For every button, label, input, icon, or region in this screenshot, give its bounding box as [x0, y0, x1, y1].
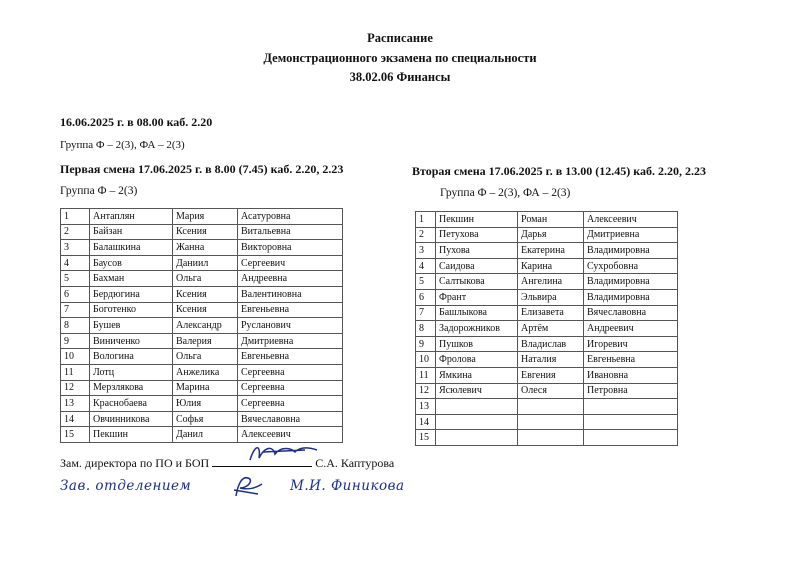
surname-cell: Саидова	[436, 258, 518, 274]
surname-cell: Краснобаева	[90, 396, 173, 412]
patronymic-cell: Евгеньевна	[238, 349, 343, 365]
table-row	[61, 224, 343, 240]
first-name-cell	[518, 430, 584, 446]
handwritten-name: М.И. Финикова	[290, 478, 405, 494]
row-number: 7	[61, 302, 90, 318]
row-number: 15	[61, 427, 90, 443]
patronymic-cell: Дмитриевна	[238, 333, 343, 349]
shift2-group: Группа Ф – 2(3), ФА – 2(3)	[440, 187, 571, 199]
patronymic-cell: Евгеньевна	[238, 302, 343, 318]
patronymic-cell: Сухробовна	[584, 258, 678, 274]
row-number: 14	[61, 411, 90, 427]
patronymic-cell	[584, 399, 678, 415]
surname-cell: Фролова	[436, 352, 518, 368]
surname-cell: Пушков	[436, 336, 518, 352]
first-name-cell: Эльвира	[518, 289, 584, 305]
table-row	[416, 399, 678, 415]
surname-cell: Франт	[436, 289, 518, 305]
first-name-cell: Жанна	[173, 240, 238, 256]
shift1-table	[60, 208, 343, 443]
first-name-cell: Евгения	[518, 367, 584, 383]
surname-cell: Башлыкова	[436, 305, 518, 321]
first-name-cell: Анжелика	[173, 364, 238, 380]
patronymic-cell: Андреевич	[584, 321, 678, 337]
patronymic-cell: Дмитриевна	[584, 227, 678, 243]
row-number: 10	[416, 352, 436, 368]
table-row	[61, 396, 343, 412]
table-row	[416, 289, 678, 305]
patronymic-cell: Викторовна	[238, 240, 343, 256]
table-row	[416, 321, 678, 337]
surname-cell: Бахман	[90, 271, 173, 287]
table-row	[416, 383, 678, 399]
row-number: 9	[61, 333, 90, 349]
first-session-groups: Группа Ф – 2(3), ФА – 2(3)	[60, 139, 185, 151]
patronymic-cell: Алексеевич	[238, 427, 343, 443]
patronymic-cell: Андреевна	[238, 271, 343, 287]
first-name-cell	[518, 399, 584, 415]
row-number: 12	[61, 380, 90, 396]
patronymic-cell	[584, 414, 678, 430]
patronymic-cell: Вячеславовна	[584, 305, 678, 321]
surname-cell: Антаплян	[90, 209, 173, 225]
handwritten-position: Зав. отделением	[60, 478, 192, 494]
first-name-cell: Софья	[173, 411, 238, 427]
shift2-table	[415, 211, 678, 446]
table-row	[416, 212, 678, 228]
first-name-cell: Данил	[173, 427, 238, 443]
table-row	[61, 255, 343, 271]
patronymic-cell: Алексеевич	[584, 212, 678, 228]
surname-cell: Лотц	[90, 364, 173, 380]
table-row	[416, 274, 678, 290]
shift1-group: Группа Ф – 2(3)	[60, 185, 138, 197]
surname-cell: Балашкина	[90, 240, 173, 256]
first-name-cell: Ксения	[173, 286, 238, 302]
signature-line	[212, 466, 312, 467]
table-row	[416, 305, 678, 321]
table-row	[416, 430, 678, 446]
first-name-cell: Владислав	[518, 336, 584, 352]
signer-name: С.А. Каптурова	[315, 456, 395, 470]
first-name-cell: Дарья	[518, 227, 584, 243]
doc-title-line2: Демонстрационного экзамена по специальности	[263, 51, 537, 65]
row-number: 1	[61, 209, 90, 225]
surname-cell: Ясюлевич	[436, 383, 518, 399]
row-number: 13	[61, 396, 90, 412]
table-row	[61, 333, 343, 349]
table-row	[61, 318, 343, 334]
table-row	[61, 271, 343, 287]
signature-position	[60, 456, 394, 471]
row-number: 10	[61, 349, 90, 365]
patronymic-cell: Владимировна	[584, 243, 678, 259]
surname-cell	[436, 399, 518, 415]
patronymic-cell: Витальевна	[238, 224, 343, 240]
table-row	[61, 380, 343, 396]
row-number: 7	[416, 305, 436, 321]
patronymic-cell: Владимировна	[584, 289, 678, 305]
first-name-cell: Ольга	[173, 271, 238, 287]
surname-cell: Пекшин	[90, 427, 173, 443]
row-number: 4	[416, 258, 436, 274]
first-name-cell: Даниил	[173, 255, 238, 271]
table-row	[416, 352, 678, 368]
patronymic-cell: Русланович	[238, 318, 343, 334]
patronymic-cell: Владимировна	[584, 274, 678, 290]
shift2-heading: Вторая смена 17.06.2025 г. в 13.00 (12.45) каб. 2.20, 2.23	[412, 164, 706, 178]
table-row	[61, 209, 343, 225]
first-name-cell: Роман	[518, 212, 584, 228]
first-name-cell: Елизавета	[518, 305, 584, 321]
surname-cell: Вологина	[90, 349, 173, 365]
doc-title-line3: 38.02.06 Финансы	[349, 70, 451, 84]
patronymic-cell: Сергеевич	[238, 255, 343, 271]
table-row	[416, 258, 678, 274]
surname-cell: Салтыкова	[436, 274, 518, 290]
row-number: 6	[61, 286, 90, 302]
doc-title-line1: Расписание	[367, 31, 433, 45]
signature-scribble-1	[245, 440, 325, 466]
table-row	[61, 364, 343, 380]
row-number: 11	[61, 364, 90, 380]
patronymic-cell: Игоревич	[584, 336, 678, 352]
first-name-cell: Ангелина	[518, 274, 584, 290]
first-name-cell: Екатерина	[518, 243, 584, 259]
patronymic-cell: Евгеньевна	[584, 352, 678, 368]
row-number: 11	[416, 367, 436, 383]
surname-cell	[436, 430, 518, 446]
row-number: 14	[416, 414, 436, 430]
table-row	[416, 336, 678, 352]
row-number: 2	[416, 227, 436, 243]
table-row	[61, 240, 343, 256]
row-number: 6	[416, 289, 436, 305]
row-number: 3	[416, 243, 436, 259]
patronymic-cell: Асатуровна	[238, 209, 343, 225]
patronymic-cell: Петровна	[584, 383, 678, 399]
table-row	[61, 349, 343, 365]
patronymic-cell: Валентиновна	[238, 286, 343, 302]
surname-cell: Байзан	[90, 224, 173, 240]
surname-cell: Мерзлякова	[90, 380, 173, 396]
surname-cell: Боготенко	[90, 302, 173, 318]
patronymic-cell: Сергеевна	[238, 380, 343, 396]
shift1-heading: Первая смена 17.06.2025 г. в 8.00 (7.45) каб. 2.20, 2.23	[60, 162, 344, 176]
surname-cell: Петухова	[436, 227, 518, 243]
row-number: 13	[416, 399, 436, 415]
first-session-heading: 16.06.2025 г. в 08.00 каб. 2.20	[60, 115, 213, 129]
surname-cell: Пекшин	[436, 212, 518, 228]
row-number: 8	[61, 318, 90, 334]
row-number: 9	[416, 336, 436, 352]
table-row	[61, 302, 343, 318]
row-number: 8	[416, 321, 436, 337]
surname-cell: Пухова	[436, 243, 518, 259]
patronymic-cell	[584, 430, 678, 446]
surname-cell: Бушев	[90, 318, 173, 334]
signature-scribble-2	[228, 472, 266, 500]
row-number: 15	[416, 430, 436, 446]
table-row	[416, 243, 678, 259]
row-number: 1	[416, 212, 436, 228]
first-name-cell: Ольга	[173, 349, 238, 365]
surname-cell	[436, 414, 518, 430]
surname-cell: Виниченко	[90, 333, 173, 349]
row-number: 3	[61, 240, 90, 256]
row-number: 2	[61, 224, 90, 240]
first-name-cell: Ксения	[173, 302, 238, 318]
table-row	[416, 414, 678, 430]
row-number: 5	[61, 271, 90, 287]
row-number: 4	[61, 255, 90, 271]
first-name-cell: Мария	[173, 209, 238, 225]
patronymic-cell: Сергеевна	[238, 396, 343, 412]
first-name-cell: Марина	[173, 380, 238, 396]
surname-cell: Задорожников	[436, 321, 518, 337]
table-row	[61, 286, 343, 302]
first-name-cell: Артём	[518, 321, 584, 337]
first-name-cell	[518, 414, 584, 430]
first-name-cell: Александр	[173, 318, 238, 334]
first-name-cell: Наталия	[518, 352, 584, 368]
table-row	[416, 227, 678, 243]
row-number: 12	[416, 383, 436, 399]
row-number: 5	[416, 274, 436, 290]
first-name-cell: Юлия	[173, 396, 238, 412]
surname-cell: Баусов	[90, 255, 173, 271]
table-row	[61, 411, 343, 427]
patronymic-cell: Ивановна	[584, 367, 678, 383]
first-name-cell: Ксения	[173, 224, 238, 240]
first-name-cell: Карина	[518, 258, 584, 274]
first-name-cell: Олеся	[518, 383, 584, 399]
signer-position: Зам. директора по ПО и БОП	[60, 456, 210, 470]
surname-cell: Овчинникова	[90, 411, 173, 427]
surname-cell: Бердюгина	[90, 286, 173, 302]
patronymic-cell: Вячеславовна	[238, 411, 343, 427]
surname-cell: Ямкина	[436, 367, 518, 383]
patronymic-cell: Сергеевна	[238, 364, 343, 380]
first-name-cell: Валерия	[173, 333, 238, 349]
table-row	[416, 367, 678, 383]
